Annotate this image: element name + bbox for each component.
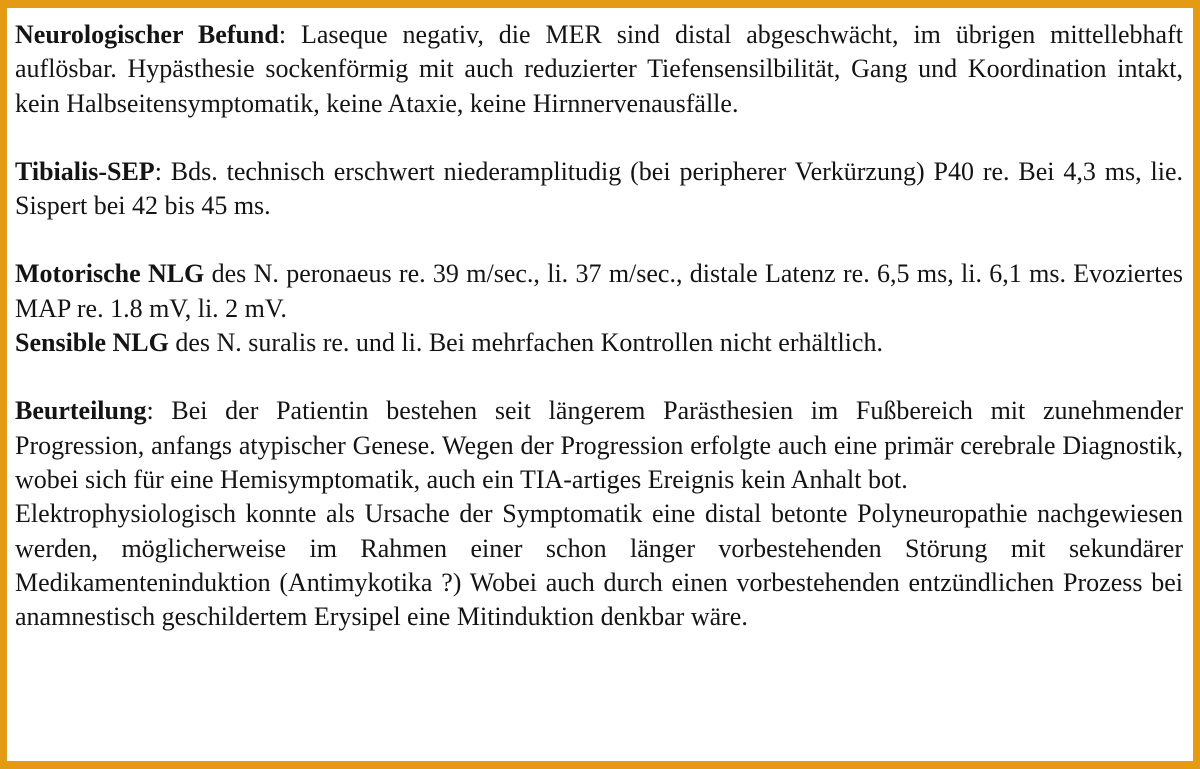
paragraph-label: Motorische NLG bbox=[15, 259, 205, 289]
paragraph-text: : Laseque negativ, die MER sind distal abgeschwächt, im übrigen mittellebhaft auflösbar. Hypästhesie sockenförmig mit auch reduzierter Tiefensensilbilität, Gang und Koordination intakt, kein Halbseitensymptomatik, keine Ataxie, keine Hirnnervenausfälle. bbox=[15, 20, 1183, 118]
paragraph-label: Sensible NLG bbox=[15, 328, 169, 358]
paragraph-neurologischer-befund bbox=[15, 18, 1183, 121]
paragraph-text: : Bei der Patientin bestehen seit längerem Parästhesien im Fußbereich mit zunehmender Progression, anfangs atypischer Genese. Wegen der Progression erfolgte auch eine primär cerebrale Diagnostik, wobei sich für eine Hemisymptomatik, auch ein TIA-artiges Ereignis kein Anhalt bot. bbox=[15, 396, 1183, 494]
paragraph-text: Elektrophysiologisch konnte als Ursache der Symptomatik eine distal betonte Polyneuropathie nachgewiesen werden, möglicherweise im Rahmen einer schon länger vorbestehenden Störung mit sekundärer Medikamenteninduktion (Antimykotika ?) Wobei auch durch einen vorbestehenden entzündlichen Prozess bei anamnestisch geschildertem Erysipel eine Mitinduktion denkbar wäre. bbox=[15, 499, 1183, 632]
paragraph-text: : Bds. technisch erschwert niederamplitudig (bei peripherer Verkürzung) P40 re. Bei 4,3 ms, lie. Sispert bei 42 bis 45 ms. bbox=[15, 156, 1183, 221]
paragraph-elektrophysiologisch bbox=[15, 497, 1183, 634]
paragraph-text: des N. peronaeus re. 39 m/sec., li. 37 m/sec., distale Latenz re. 6,5 ms, li. 6,1 ms. Evoziertes MAP re. 1.8 mV, li. 2 mV. bbox=[15, 259, 1184, 323]
paragraph-sensible-nlg bbox=[15, 326, 1183, 360]
paragraph-text: des N. suralis re. und li. Bei mehrfachen Kontrollen nicht erhältlich. bbox=[168, 328, 883, 358]
paragraph-motorische-nlg bbox=[15, 257, 1183, 326]
paragraph-label: Tibialis-SEP bbox=[15, 156, 155, 186]
paragraph-tibialis-sep bbox=[15, 155, 1183, 224]
paragraph-beurteilung bbox=[15, 394, 1183, 497]
report-text bbox=[15, 18, 1183, 634]
document-page bbox=[7, 8, 1193, 761]
paragraph-label: Neurologischer Befund bbox=[15, 20, 279, 49]
paragraph-label: Beurteilung bbox=[15, 396, 147, 426]
